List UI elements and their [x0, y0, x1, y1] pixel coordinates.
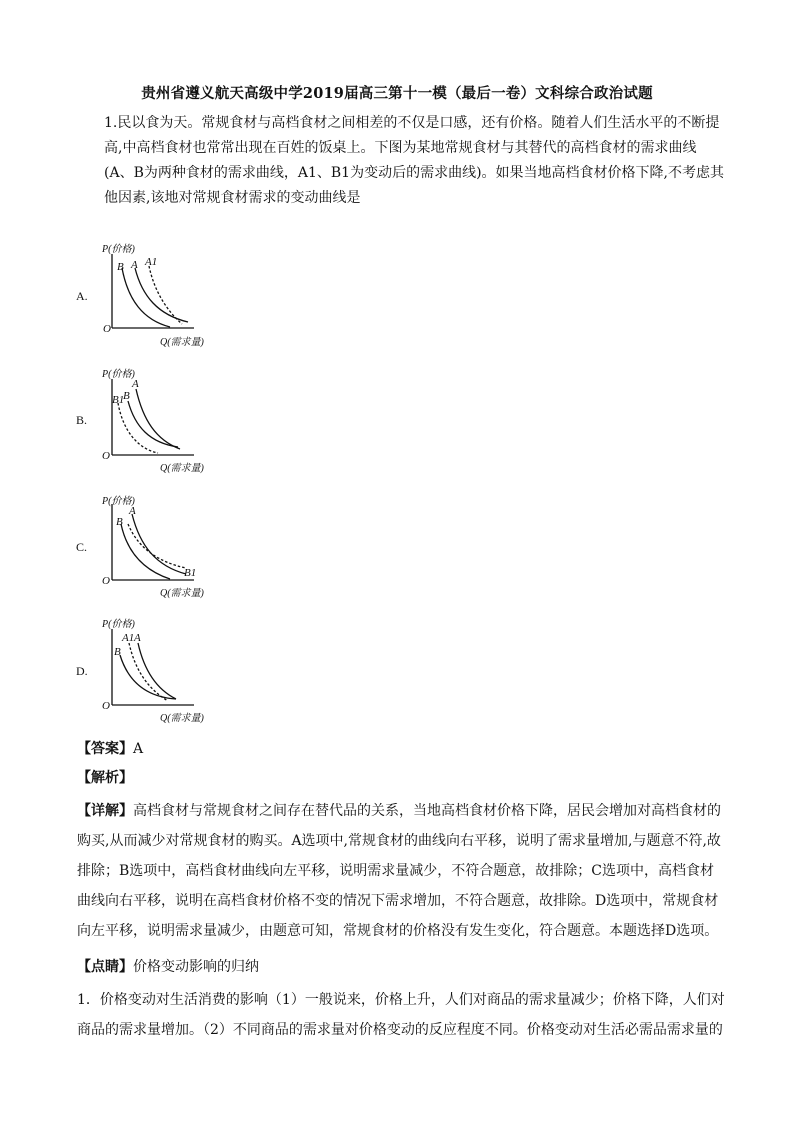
option-b-label: B.: [76, 413, 88, 427]
curve-label: A: [132, 378, 139, 390]
x-axis-label: Q(需求量): [160, 713, 204, 724]
curve-label: B: [117, 261, 124, 273]
curve-a: [136, 389, 180, 449]
origin-label: O: [102, 575, 110, 587]
y-axis-label: P(价格): [102, 619, 135, 630]
option-d-label: D.: [76, 664, 88, 678]
tip-label: 【点睛】: [77, 959, 133, 975]
origin-label: O: [103, 323, 111, 335]
curve-label: B: [123, 390, 130, 402]
detail-text: 高档食材与常规食材之间存在替代品的关系，当地高档食材价格下降，居民会增加对高档食材的购买,从而减少对常规食材的购买。A选项中,常规食材的曲线向右平移，说明了需求量增加,与题意不符,故排除；B选项中，高档食材曲线向左平移，说明需求量减少，不符合题意，故排除；C选项中，高档食材曲线向右平移，说明在高档食材价格不变的情况下需求增加，不符合题意，故排除。D选项中，常规食材向左平移，说明需求量减少，由题意可知，常规食材的价格没有发生变化，符合题意。本题选择D选项。: [77, 803, 721, 939]
curve-label: A1: [122, 632, 135, 644]
option-b-graph: [98, 365, 218, 477]
option-a-label: A.: [76, 289, 88, 303]
y-axis-label: P(价格): [102, 496, 135, 507]
question-stem: 1.民以食为天。常规食材与高档食材之间相差的不仅是口感，还有价格。随着人们生活水平的不断提高,中高档食材也常常出现在百姓的饭桌上。下图为某地常规食材与其替代的高档食材的需求曲线(A、B为两种食材的需求曲线，A1、B1为变动后的需求曲线)。如果当地高档食材价格下降,不考虑其他因素,该地对常规食材需求的变动曲线是: [104, 115, 724, 206]
option-c-label: C.: [76, 540, 88, 554]
curve-label: A: [134, 632, 141, 644]
answer-line: [77, 738, 143, 758]
curve-label: A: [129, 505, 136, 517]
curve-label: A1: [145, 256, 158, 268]
detail-label: 【详解】: [77, 803, 133, 819]
tip-paragraph: 1．价格变动对生活消费的影响（1）一般说来，价格上升，人们对商品的需求量减少；价格下降，人们对商品的需求量增加。（2）不同商品的需求量对价格变动的反应程度不同。价格变动对生活必需品需求量的: [77, 992, 725, 1038]
analysis-label: 【解析】: [77, 770, 133, 786]
y-axis-label: P(价格): [102, 369, 135, 380]
curve-label: B: [116, 516, 123, 528]
curve-a: [135, 268, 188, 322]
tip-line: [77, 956, 259, 976]
y-axis-label: P(价格): [102, 244, 135, 255]
curve-a: [138, 643, 176, 699]
answer-label: 【答案】: [77, 741, 133, 757]
answer-value: A: [133, 741, 144, 757]
curve-label: B: [114, 646, 121, 658]
x-axis-label: Q(需求量): [160, 588, 204, 599]
curve-label: B1: [184, 567, 197, 579]
curve-label: B1: [112, 394, 125, 406]
curve-a1: [149, 266, 182, 324]
document-title: 贵州省遵义航天高级中学2019届高三第十一模（最后一卷）文科综合政治试题: [141, 85, 653, 102]
x-axis-label: Q(需求量): [160, 337, 204, 348]
origin-label: O: [102, 450, 110, 462]
option-a-graph: [98, 240, 218, 352]
curve-b: [122, 268, 170, 327]
curve-b: [121, 524, 170, 579]
curve-b: [120, 655, 176, 699]
detail-paragraph: [77, 796, 727, 946]
x-axis-label: Q(需求量): [160, 463, 204, 474]
tip-heading: 价格变动影响的归纳: [133, 959, 259, 975]
origin-label: O: [102, 700, 110, 712]
option-d-graph: [98, 615, 218, 727]
curve-label: A: [131, 259, 138, 271]
option-c-graph: [98, 490, 218, 602]
